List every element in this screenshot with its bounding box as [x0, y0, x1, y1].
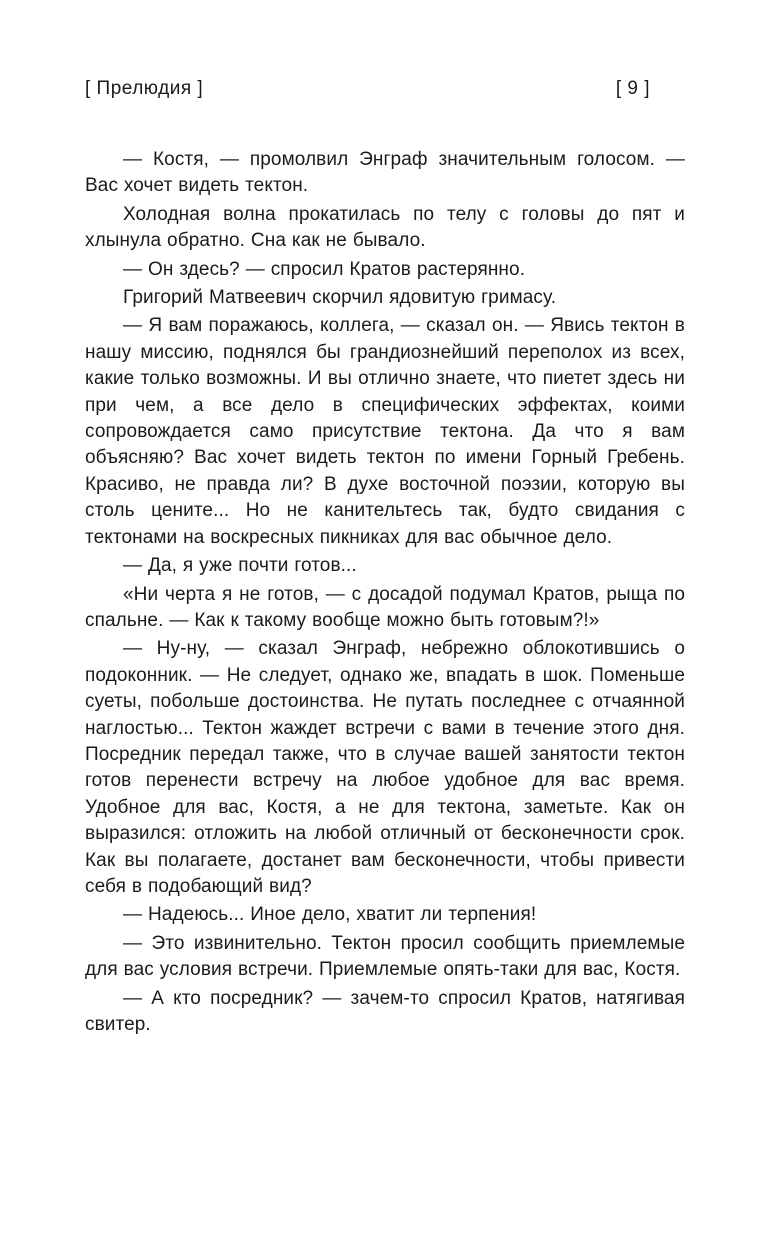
paragraph: — Это извинительно. Тектон просил сообщить приемлемые для вас условия встречи. Приемлемые опять-таки для вас, Костя.	[85, 932, 685, 981]
paragraph: — Надеюсь... Иное дело, хватит ли терпения!	[123, 904, 537, 926]
paragraph: Холодная волна прокатилась по телу с головы до пят и хлынула обратно. Сна как не бывало.	[85, 203, 685, 252]
paragraph: — Ну-ну, — сказал Энграф, небрежно облокотившись о подоконник. — Не следует, однако же, впадать в шок. Поменьше суеты, побольше достоинства. Не путать последнее с отчаянной наглостью... Тектон жаждет встречи с вами в течение этого дня. Посредник передал также, что в случае вашей занятости тектон готов перенести встречу на любое удобное для вас время. Удобное для вас, Костя, а не для тектона, заметьте. Как он выразился: отложить на любой отличный от бесконечности срок. Как вы полагаете, достанет вам бесконечности, чтобы привести себя в подобающий вид?	[85, 638, 685, 897]
paragraph: — Я вам поражаюсь, коллега, — сказал он. — Явись тектон в нашу миссию, поднялся бы грандиознейший переполох из всех, какие только возможны. И вы отлично знаете, что пиетет здесь ни при чем, а все дело в специфических эффектах, коими сопровождается само присутствие тектона. Да что я вам объясняю? Вас хочет видеть тектон по имени Горный Гребень. Красиво, не правда ли? В духе восточной поэзии, которую вы столь цените... Но не канительтесь так, будто свидания с тектонами на воскресных пикниках для вас обычное дело.	[85, 315, 685, 548]
paragraph: «Ни черта я не готов, — с досадой подумал Кратов, рыща по спальне. — Как к такому вообще можно быть готовым?!»	[85, 583, 685, 631]
paragraph: Григорий Матвеевич скорчил ядовитую гримасу.	[123, 287, 557, 309]
paragraph: — А кто посредник? — зачем-то спросил Кратов, натягивая свитер.	[85, 987, 685, 1035]
paragraph: — Костя, — промолвил Энграф значительным голосом. — Вас хочет видеть тектон.	[85, 149, 685, 197]
section-title: [ Прелюдия ]	[85, 78, 204, 99]
page-number: [ 9 ]	[615, 78, 650, 99]
page-body	[85, 147, 685, 1040]
page-header	[85, 78, 650, 100]
paragraph: — Да, я уже почти готов...	[123, 555, 357, 577]
paragraph: — Он здесь? — спросил Кратов растерянно.	[123, 258, 526, 280]
